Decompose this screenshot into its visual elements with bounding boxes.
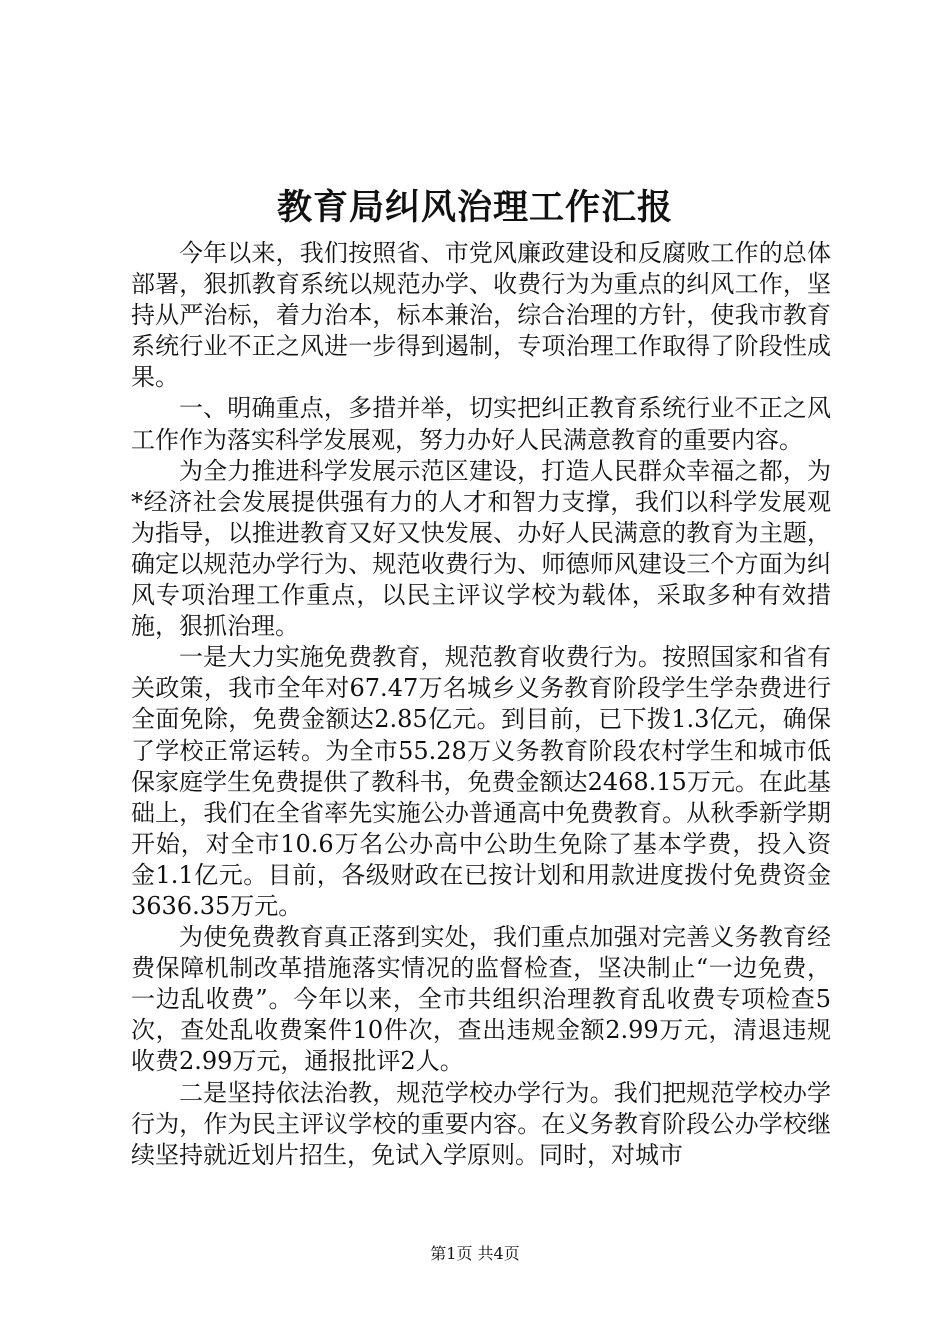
document-title: 教育局纠风治理工作汇报 [276, 187, 673, 228]
paragraph-intro: 今年以来，我们按照省、市党风廉政建设和反腐败工作的总体部署，狠抓教育系统以规范办学、收费行为为重点的纠风工作，坚持从严治标，着力治本，标本兼治，综合治理的方针，使我市教育系统行业不正之风进一步得到遏制，专项治理工作取得了阶段性成果。 [131, 239, 831, 392]
paragraph-rule-of-law: 二是坚持依法治教，规范学校办学行为。我们把规范学校办学行为，作为民主评议学校的重要内容。在义务教育阶段公办学校继续坚持就近划片招生，免试入学原则。同时，对城市 [131, 1078, 831, 1169]
paragraph-supervision: 为使免费教育真正落到实处，我们重点加强对完善义务教育经费保障机制改革措施落实情况的监督检查，坚决制止“一边免费，一边乱收费”。今年以来，全市共组织治理教育乱收费专项检查5次，查处乱收费案件10件次，查出违规金额2.99万元，清退违规收费2.99万元，通报批评2人。 [131, 923, 831, 1076]
paragraph-free-education: 一是大力实施免费教育，规范教育收费行为。按照国家和省有关政策，我市全年对67.47万名城乡义务教育阶段学生学杂费进行全面免除，免费金额达2.85亿元。到目前，已下拨1.3亿元，确保了学校正常运转。为全市55.28万义务教育阶段农村学生和城市低保家庭学生免费提供了教科书，免费金额达2468.15万元。在此基础上，我们在全省率先实施公办普通高中免费教育。从秋季新学期开始，对全市10.6万名公办高中公助生免除了基本学费，投入资金1.1亿元。目前，各级财政在已按计划和用款进度拨付免费资金3636.35万元。 [131, 643, 831, 920]
paragraph-section-one-heading: 一、明确重点，多措并举，切实把纠正教育系统行业不正之风工作作为落实科学发展观，努力办好人民满意教育的重要内容。 [131, 394, 831, 454]
document-body [131, 238, 831, 1171]
page-footer: 第1页 共4页 [430, 1244, 520, 1263]
paragraph-section-one-body: 为全力推进科学发展示范区建设，打造人民群众幸福之都，为*经济社会发展提供强有力的人才和智力支撑，我们以科学发展观为指导，以推进教育又好又快发展、办好人民满意的教育为主题，确定以规范办学行为、规范收费行为、师德师风建设三个方面为纠风专项治理工作重点，以民主评议学校为载体，采取多种有效措施，狠抓治理。 [131, 456, 831, 641]
